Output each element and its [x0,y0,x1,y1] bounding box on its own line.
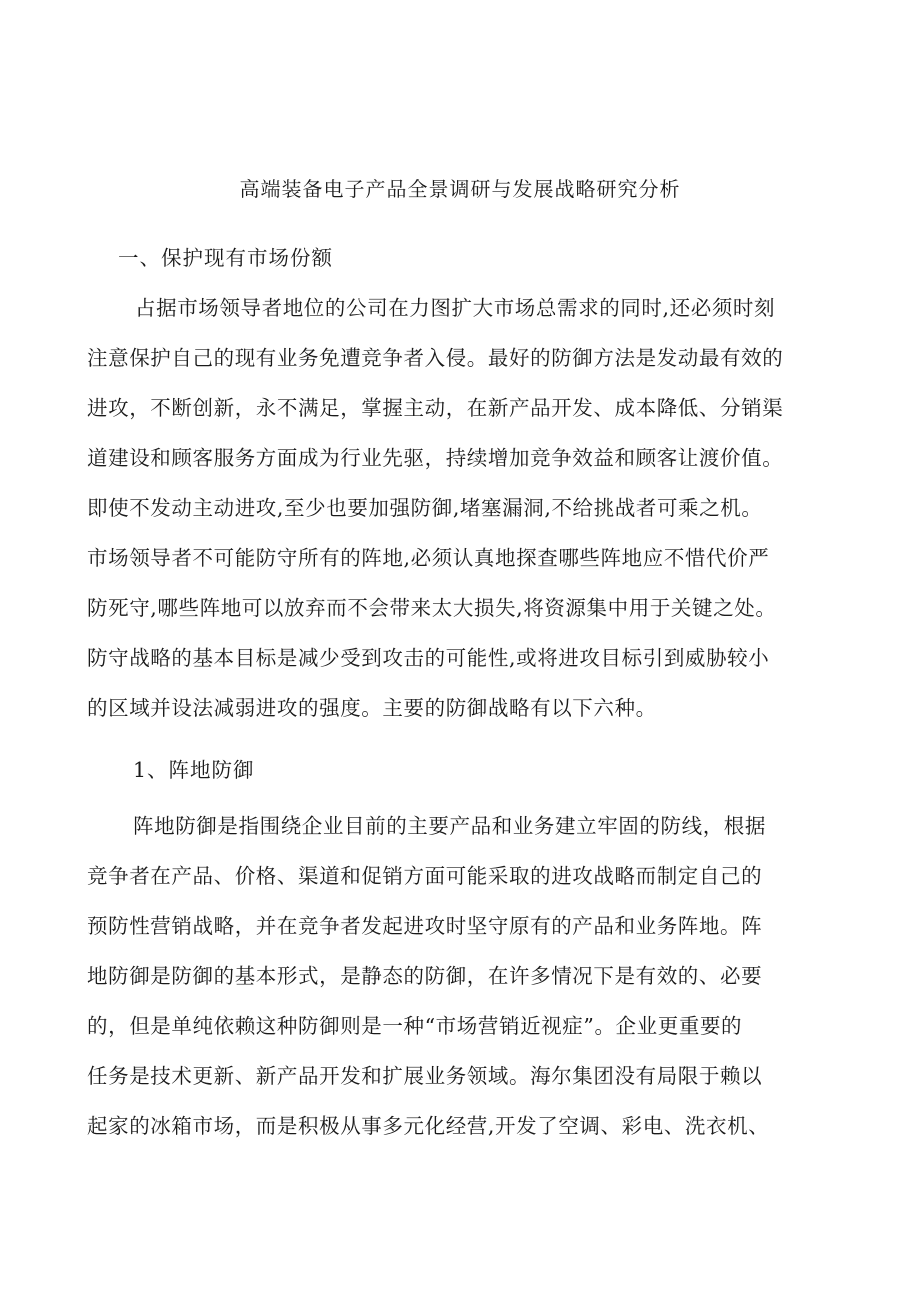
subsection-heading: 1、阵地防御 [133,758,255,782]
paragraph-line: 竞争者在产品、价格、渠道和促销方面可能采取的进攻战略而制定自己的 [87,864,763,888]
paragraph-line: 注意保护自己的现有业务免遭竞争者入侵。最好的防御方法是发动最有效的 [87,346,784,370]
paragraph-line: 进攻，不断创新，永不满足，掌握主动，在新产品开发、成本降低、分销渠 [87,396,784,420]
paragraph-line: 任务是技术更新、新产品开发和扩展业务领域。海尔集团没有局限于赖以 [87,1064,763,1088]
paragraph-line: 的，但是单纯依赖这种防御则是一种“市场营销近视症”。企业更重要的 [87,1014,743,1038]
paragraph-line: 预防性营销战略，并在竞争者发起进攻时坚守原有的产品和业务阵地。阵 [87,914,763,938]
paragraph-line: 即使不发动主动进攻,至少也要加强防御,堵塞漏洞,不给挑战者可乘之机。 [87,496,763,520]
paragraph-line: 阵地防御是指围绕企业目前的主要产品和业务建立牢固的防线，根据 [133,814,766,838]
document-title: 高端装备电子产品全景调研与发展战略研究分析 [239,177,681,201]
paragraph-line: 道建设和顾客服务方面成为行业先驱，持续增加竞争效益和顾客让渡价值。 [87,446,784,470]
paragraph-line: 的区域并设法减弱进攻的强度。主要的防御战略有以下六种。 [87,696,657,720]
paragraph-line: 防死守,哪些阵地可以放弃而不会带来太大损失,将资源集中用于关键之处。 [87,596,777,620]
paragraph-line: 地防御是防御的基本形式，是静态的防御，在许多情况下是有效的、必要 [87,964,763,988]
paragraph-line: 防守战略的基本目标是减少受到攻击的可能性,或将进攻目标引到威胁较小 [87,646,770,670]
paragraph-line: 市场领导者不可能防守所有的阵地,必须认真地探查哪些阵地应不惜代价严 [87,546,770,570]
paragraph-line: 起家的冰箱市场，而是积极从事多元化经营,开发了空调、彩电、洗衣机、 [87,1114,770,1138]
paragraph-line: 占据市场领导者地位的公司在力图扩大市场总需求的同时,还必须时刻 [135,296,776,320]
section-heading: 一、保护现有市场份额 [118,246,333,270]
